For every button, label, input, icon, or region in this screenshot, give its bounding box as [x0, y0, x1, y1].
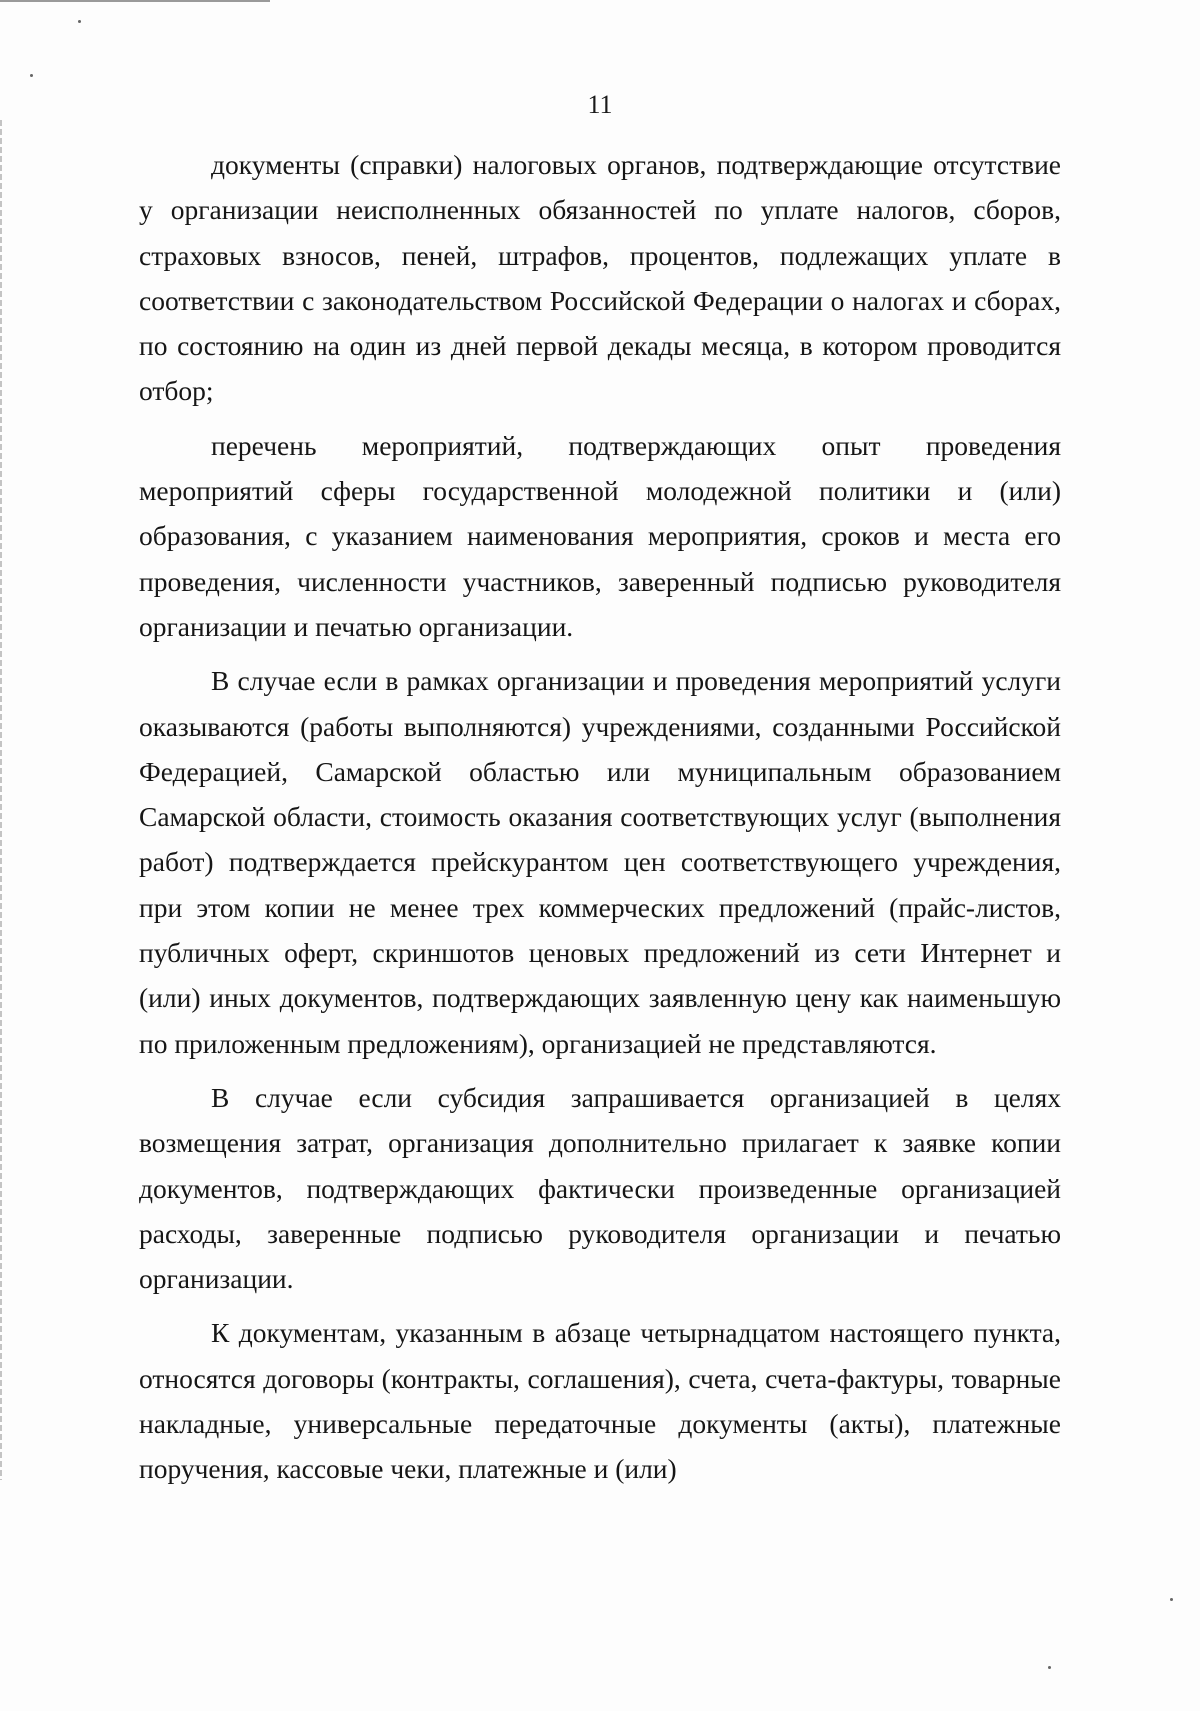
paragraph-documents-list: К документам, указанным в абзаце четырнадцатом настоящего пункта, относятся договоры (контракты, соглашения), счета, счета-фактуры, товарные накладные, универсальные передаточные документы (акты), платежные поручения, кассовые чеки, платежные и (или) — [139, 1317, 1061, 1485]
document-body — [139, 142, 1061, 1501]
scan-speck — [1048, 1666, 1051, 1669]
scan-edge-top — [0, 0, 270, 2]
scan-speck — [1170, 1598, 1173, 1601]
page-number: 11 — [587, 90, 613, 119]
paragraph-price-list: В случае если в рамках организации и проведения мероприятий услуги оказываются (работы выполняются) учреждениями, созданными Российской Федерацией, Самарской областью или муниципальным образованием Самарской области, стоимость оказания соответствующих услуг (выполнения работ) подтверждается прейскурантом цен соответствующего учреждения, при этом копии не менее трех коммерческих предложений (прайс-листов, публичных оферт, скриншотов ценовых предложений из сети Интернет и (или) иных документов, подтверждающих заявленную цену как наименьшую по приложенным предложениям), организацией не представляются. — [139, 665, 1061, 1059]
scan-speck — [78, 20, 81, 23]
paragraph-tax-certificates: документы (справки) налоговых органов, подтверждающие отсутствие у организации неисполненных обязанностей по уплате налогов, сборов, страховых взносов, пеней, штрафов, процентов, подлежащих уплате в соответствии с законодательством Российской Федерации о налогах и сборах, по состоянию на один из дней первой декады месяца, в котором проводится отбор; — [139, 149, 1061, 407]
scan-speck — [30, 74, 33, 77]
paragraph-events-list: перечень мероприятий, подтверждающих опыт проведения мероприятий сферы государственной молодежной политики и (или) образования, с указанием наименования мероприятия, сроков и места его проведения, численности участников, заверенный подписью руководителя организации и печатью организации. — [139, 429, 1061, 642]
scan-edge-left — [0, 120, 2, 1480]
paragraph-cost-reimbursement: В случае если субсидия запрашивается организацией в целях возмещения затрат, организация дополнительно прилагает к заявке копии документов, подтверждающих фактически произведенные организацией расходы, заверенные подписью руководителя организации и печатью организации. — [139, 1081, 1061, 1295]
